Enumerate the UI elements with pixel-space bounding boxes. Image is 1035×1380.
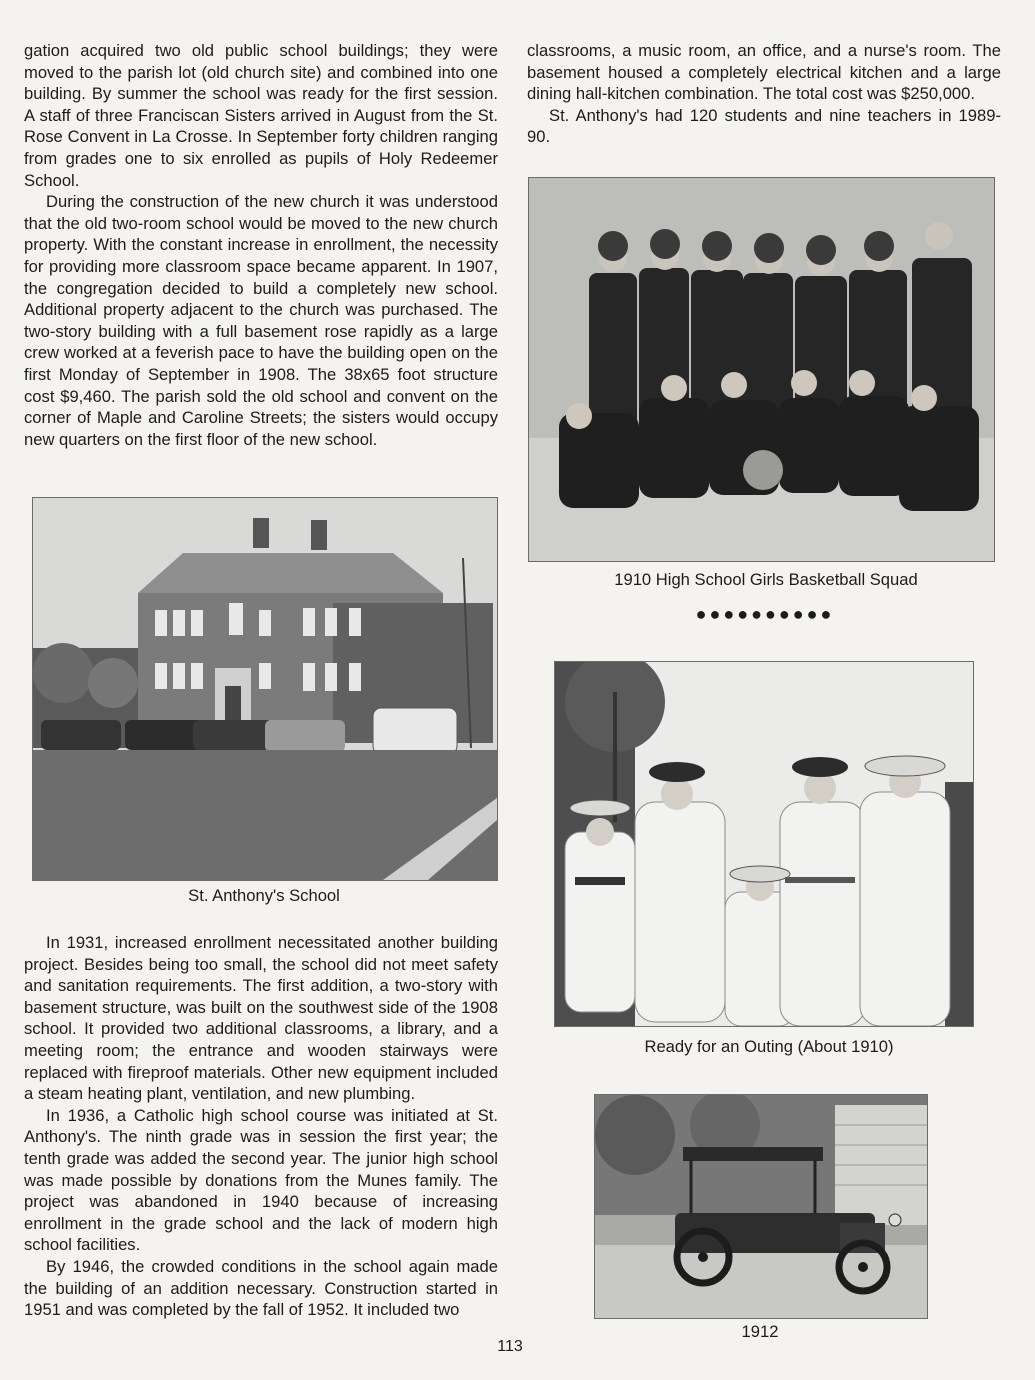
paragraph: gation acquired two old public school buildings; they were moved to the parish lot (old church site) and combined into one building. By summer the school was ready for the first session. A staff of three Franciscan Sisters arrived in August from the St. Rose Convent in La Crosse. In September forty children ranging from grades one to six enrolled as pupils of Holy Redeemer School. <box>24 41 498 190</box>
paragraph: In 1936, a Catholic high school course was initiated at St. Anthony's. The ninth grade was in session the first year; the tenth grade was added the second year. The junior high school was made possible by donations from the Munes family. The project was abandoned in 1940 because of increasing enrollment in the grade school and the lack of modern high school facilities. <box>24 1105 498 1255</box>
school-photo-caption: St. Anthony's School <box>188 886 340 905</box>
right-column-top-text <box>527 40 1001 148</box>
paragraph: St. Anthony's had 120 students and nine teachers in 1989-90. <box>527 105 1001 147</box>
outing-photo <box>554 661 974 1027</box>
left-column-bottom-text <box>24 932 498 1321</box>
car-photo <box>594 1094 928 1319</box>
basketball-photo-caption: 1910 High School Girls Basketball Squad <box>614 570 918 589</box>
paragraph: classrooms, a music room, an office, and a nurse's room. The basement housed a completely electrical kitchen and a large dining hall-kitchen combination. The total cost was $250,000. <box>527 41 1001 104</box>
separator-dots: ●●●●●●●●●● <box>695 604 835 624</box>
outing-photo-caption: Ready for an Outing (About 1910) <box>644 1037 894 1056</box>
left-column-top-text <box>24 40 498 450</box>
paragraph: During the construction of the new church it was understood that the old two-room school would be moved to the new church property. With the constant increase in enrollment, the necessity for providing more classroom space became apparent. In 1907, the congregation decided to build a completely new school. Additional property adjacent to the church was purchased. The two-story building with a full basement rose rapidly as a large crew worked at a feverish pace to have the building open on the first Monday of September in 1908. The 38x65 foot structure cost $9,460. The parish sold the old school and convent on the corner of Maple and Caroline Streets; the sisters would occupy new quarters on the first floor of the new school. <box>24 192 498 449</box>
car-photo-caption: 1912 <box>741 1322 779 1341</box>
paragraph: In 1931, increased enrollment necessitated another building project. Besides being too small, the school did not meet safety and sanitation requirements. The first addition, a two-story with basement structure, was built on the southwest side of the 1908 school. It provided two additional classrooms, a library, and a meeting room; the entrance and wooden stairways were replaced with fireproof materials. Other new equipment included a steam heating plant, ventilation, and new plumbing. <box>24 933 498 1104</box>
basketball-squad-photo <box>528 177 995 562</box>
paragraph: By 1946, the crowded conditions in the school again made the building of an addition necessary. Construction started in 1951 and was completed by the fall of 1952. It included two <box>24 1256 498 1320</box>
school-photo <box>32 497 498 881</box>
page-number: 113 <box>497 1338 523 1355</box>
